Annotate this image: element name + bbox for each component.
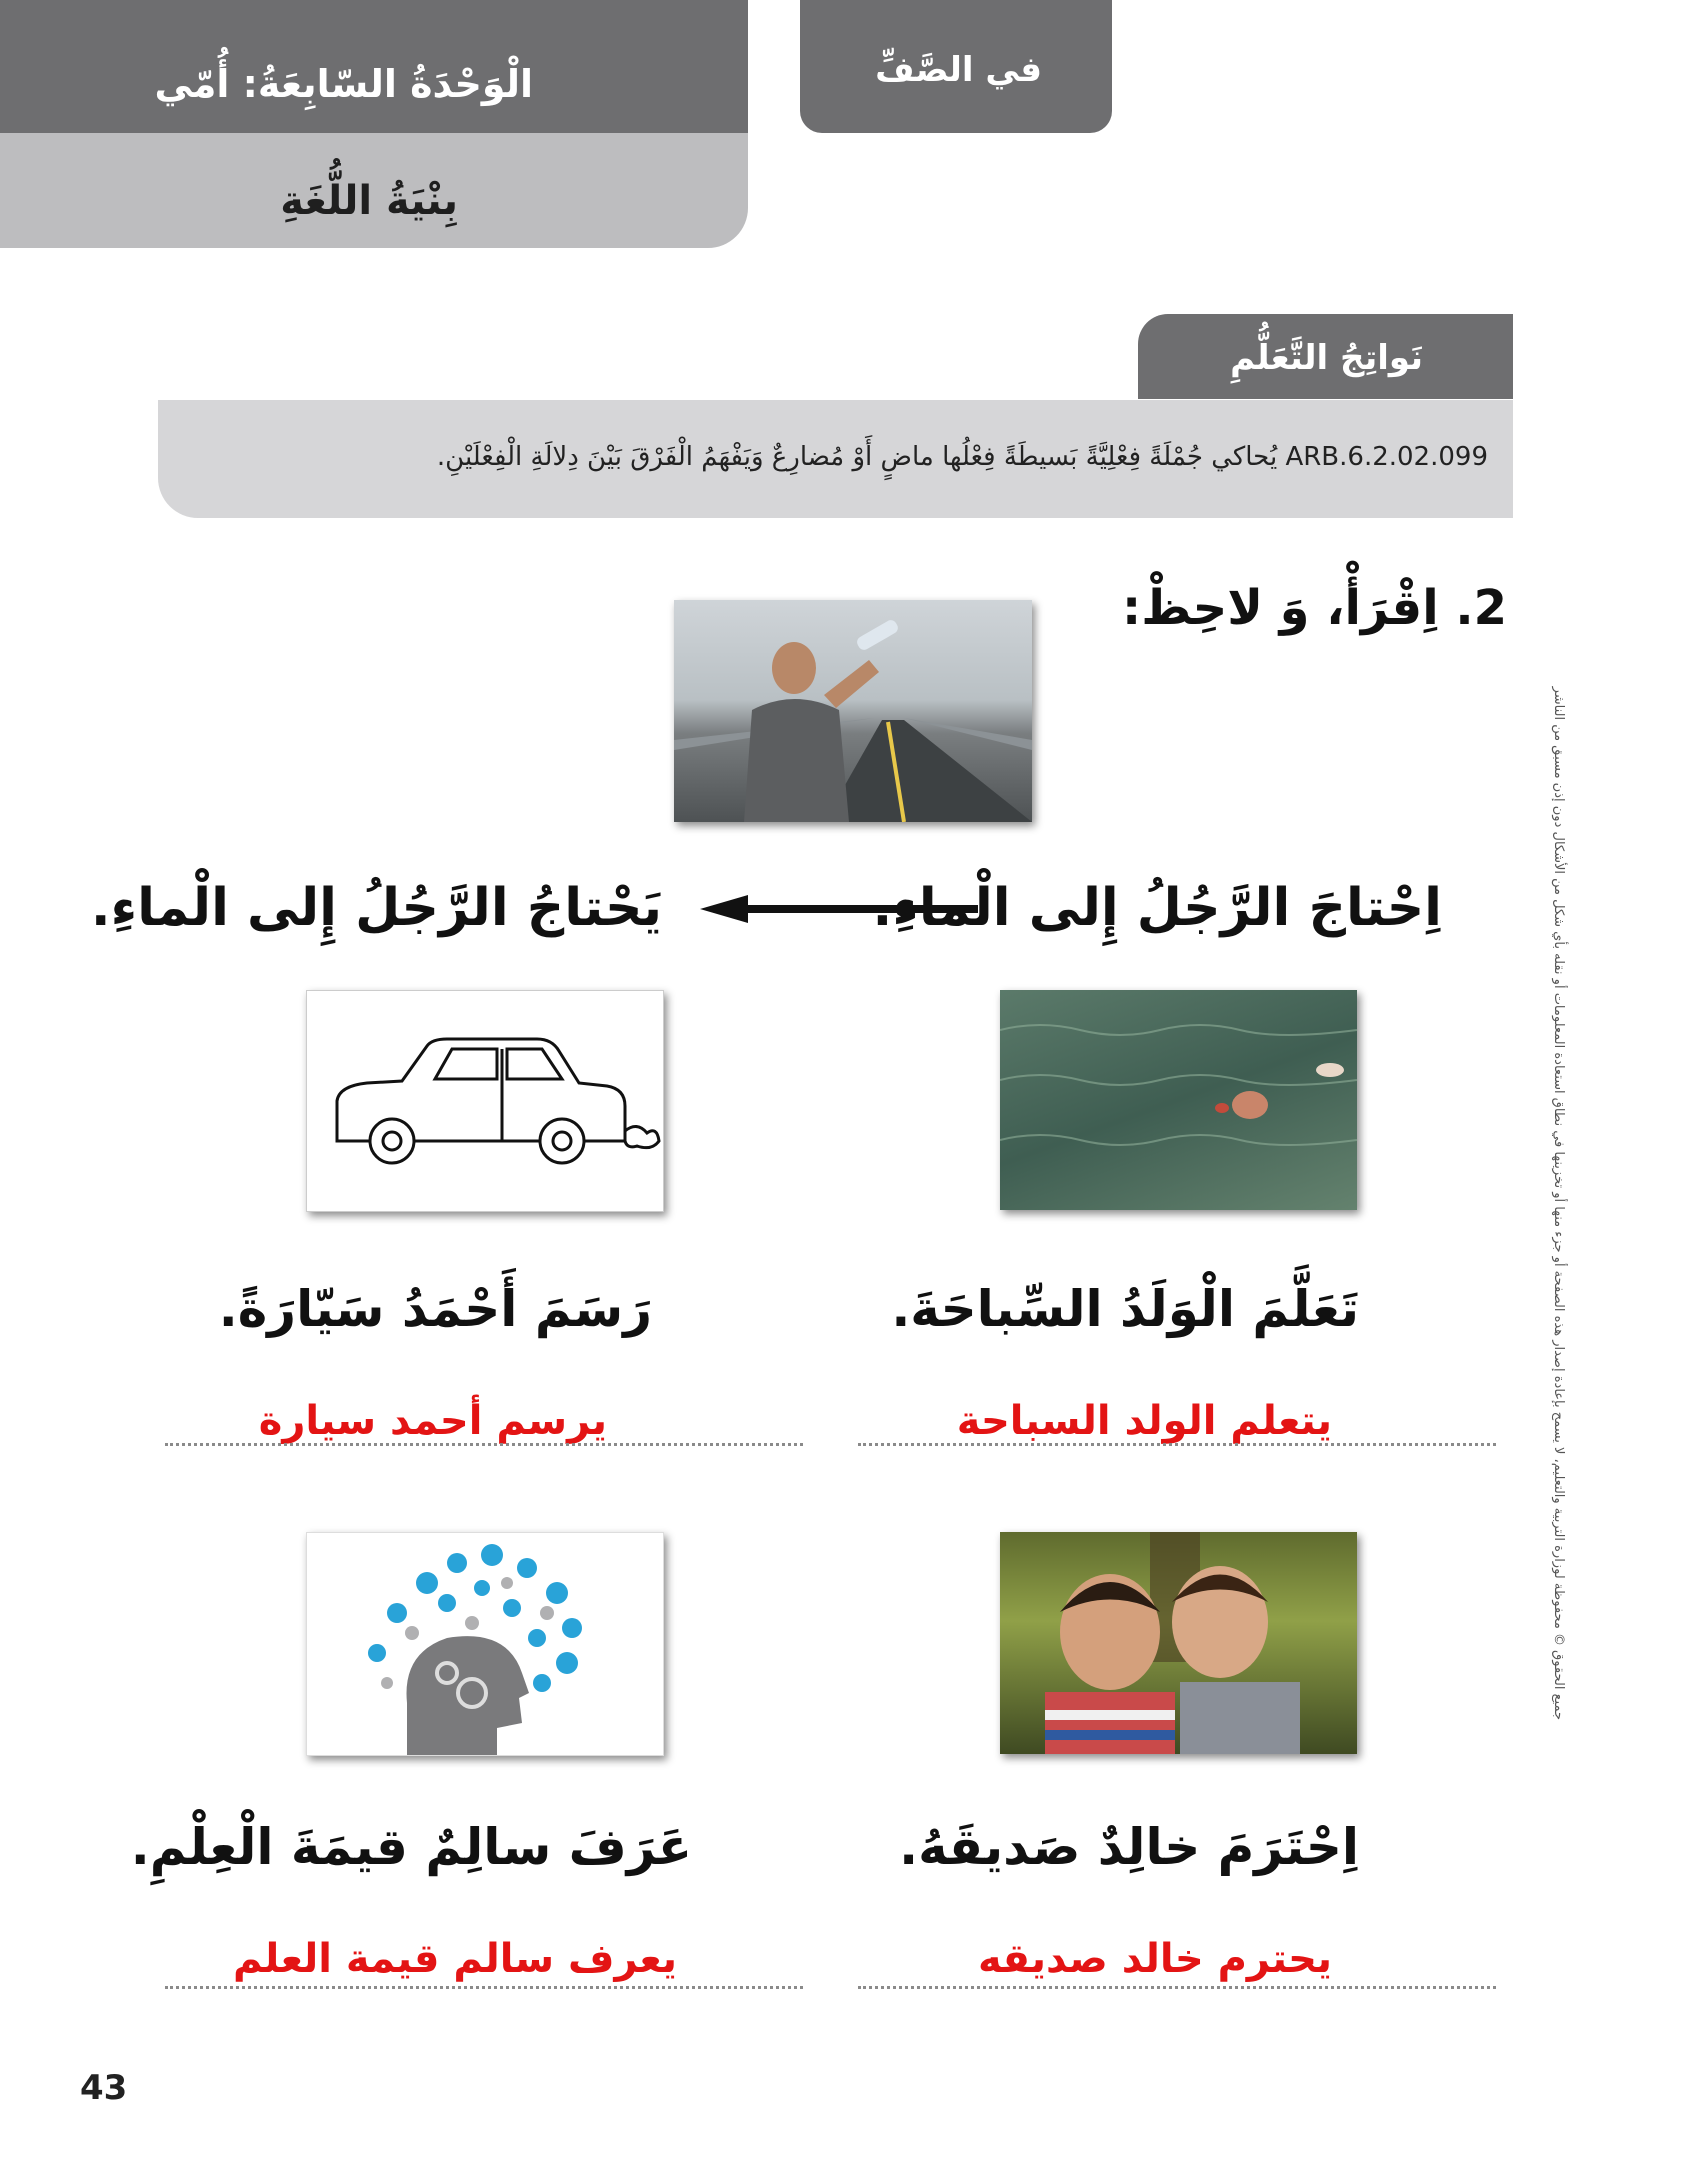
example-past-sentence: اِحْتاجَ الرَّجُلُ إِلى الْماءِ. [872, 878, 1442, 938]
outcomes-box [158, 400, 1513, 518]
item-4-sentence: عَرَفَ سالِمٌ قيمَةَ الْعِلْمِ. [130, 1818, 692, 1876]
unit-title: الْوَحْدَةُ السّابِعَةُ: أُمّي [154, 62, 533, 106]
boy-swimming-image [1000, 990, 1357, 1210]
outcomes-tab [1138, 314, 1513, 399]
car-illustration [307, 991, 663, 1211]
item-4-answer[interactable]: يعرف سالم قيمة العلم [232, 1936, 677, 1982]
class-tab [800, 0, 1112, 133]
outcomes-title: نَواتِجُ التَّعَلُّمِ [1230, 338, 1423, 378]
outcomes-text: ARB.6.2.02.099 يُحاكي جُمْلَةً فِعْلِيَّةً بَسيطَةً فِعْلُها ماضٍ أَوْ مُضارِعٌ وَيَفْهَمُ الْفَرْقَ بَيْنَ دِلالَةِ الْفِعْلَيْنِ. [436, 442, 1488, 472]
car-drawing-image [306, 990, 664, 1212]
item-1-answer[interactable]: يتعلم الولد السباحة [956, 1398, 1332, 1444]
exercise-heading: 2. اِقْرَأْ، وَ لاحِظْ: [1122, 580, 1507, 636]
kids-illustration [1000, 1532, 1357, 1754]
section-title: بِنْيَةُ اللُّغَةِ [280, 178, 458, 224]
section-title-band [0, 133, 748, 248]
item-2-answer-line [165, 1443, 803, 1446]
item-1-sentence: تَعَلَّمَ الْوَلَدُ السِّباحَةَ. [891, 1280, 1359, 1338]
runner-illustration [674, 600, 1032, 822]
class-tab-label: في الصَّفِّ [875, 50, 1042, 90]
swimming-illustration [1000, 990, 1357, 1210]
left-arrow-icon [700, 895, 978, 923]
item-3-answer[interactable]: يحترم خالد صديقه [977, 1936, 1332, 1982]
page-number: 43 [80, 2068, 128, 2108]
item-3-answer-line [858, 1986, 1496, 1989]
item-1-answer-line [858, 1443, 1496, 1446]
item-2-sentence: رَسَمَ أَحْمَدُ سَيّارَةً. [218, 1280, 652, 1338]
unit-title-band [0, 0, 748, 133]
item-3-sentence: اِحْتَرَمَ خالِدٌ صَديقَهُ. [899, 1818, 1359, 1876]
item-2-answer[interactable]: يرسم أحمد سيارة [258, 1398, 607, 1444]
example-present-sentence: يَحْتاجُ الرَّجُلُ إِلى الْماءِ. [90, 878, 662, 938]
brain-illustration [307, 1533, 663, 1755]
two-boys-image [1000, 1532, 1357, 1754]
copyright-note [1546, 520, 1576, 1720]
copyright-text: جميع الحقوق © محفوظة لوزارة التربية والتعليم، لا يسمح بإعادة إصدار هذه الصفحة أو جزء منها أو تخزينها في نطاق استعادة المعلومات أو نقله بأي شكل من الأشكال دون إذن مسبق من الناشر [1551, 686, 1566, 1720]
head-with-icons-image [306, 1532, 664, 1756]
man-drinking-water-image [674, 600, 1032, 822]
item-4-answer-line [165, 1986, 803, 1989]
